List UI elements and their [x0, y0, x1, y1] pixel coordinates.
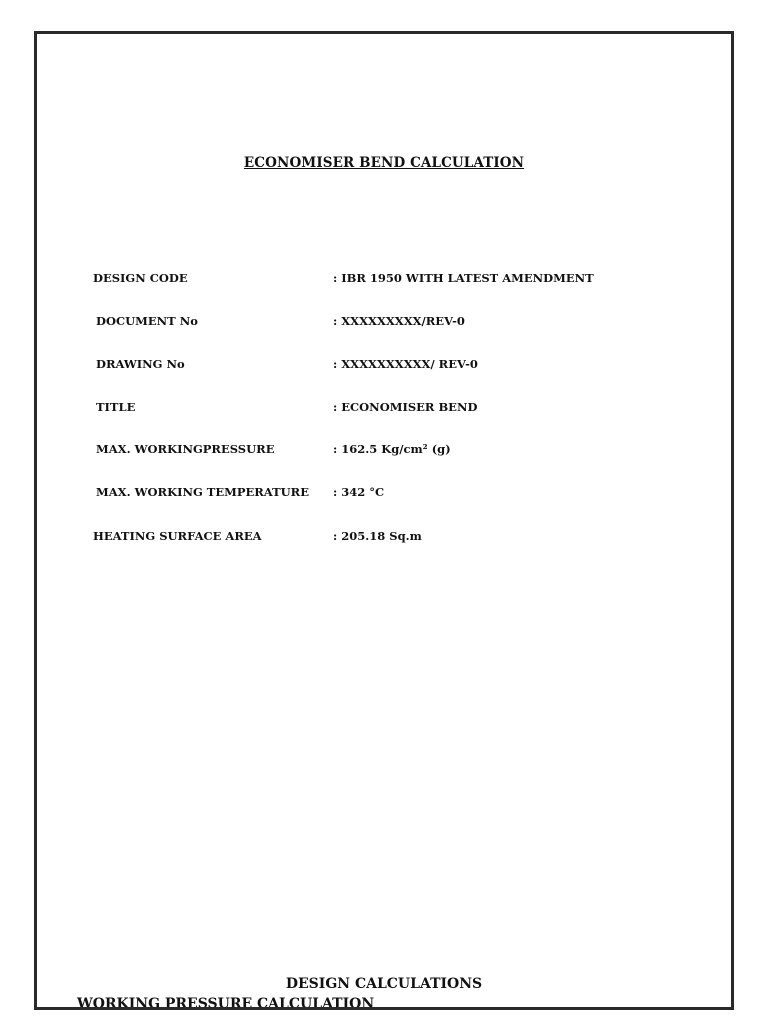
- section-heading-design-calculations: DESIGN CALCULATIONS: [285, 976, 483, 992]
- field-row-drawing-no: [37, 357, 731, 377]
- field-label: MAX. WORKINGPRESSURE: [96, 442, 275, 456]
- document-title: ECONOMISER BEND CALCULATION: [243, 155, 525, 171]
- document-page: [34, 31, 734, 1010]
- field-value: : 342 °C: [333, 485, 385, 499]
- field-value: : 162.5 Kg/cm² (g): [333, 442, 451, 456]
- field-row-heating-surface-area: [37, 529, 731, 549]
- field-value: : ECONOMISER BEND: [333, 400, 478, 414]
- subsection-heading-working-pressure: WORKING PRESSURE CALCULATION: [77, 996, 375, 1010]
- field-label: DESIGN CODE: [93, 271, 188, 285]
- field-row-max-working-temperature: [37, 485, 731, 505]
- field-label: TITLE: [96, 400, 136, 414]
- field-row-document-no: [37, 314, 731, 334]
- field-value: : XXXXXXXXX/REV-0: [333, 314, 465, 328]
- field-row-max-working-pressure: [37, 442, 731, 462]
- field-label: DRAWING No: [96, 357, 185, 371]
- field-value: : IBR 1950 WITH LATEST AMENDMENT: [333, 271, 594, 285]
- field-label: DOCUMENT No: [96, 314, 198, 328]
- field-label: MAX. WORKING TEMPERATURE: [96, 485, 310, 499]
- field-value: : XXXXXXXXXX/ REV-0: [333, 357, 478, 371]
- field-row-title: [37, 400, 731, 420]
- field-label: HEATING SURFACE AREA: [93, 529, 262, 543]
- field-value: : 205.18 Sq.m: [333, 529, 422, 543]
- field-row-design-code: [37, 271, 731, 291]
